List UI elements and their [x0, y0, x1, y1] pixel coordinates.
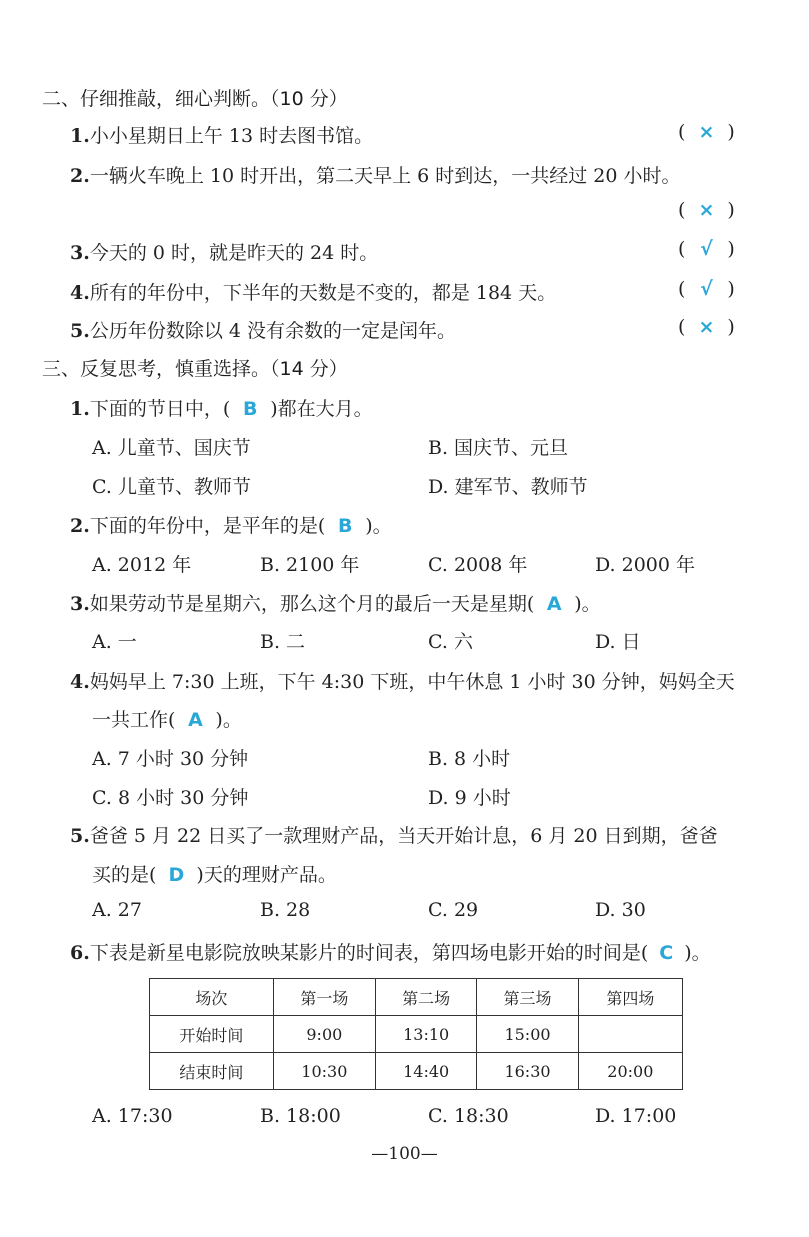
option-d: D. 2000 年 [595, 554, 696, 576]
option-c: C. 18:30 [428, 1105, 509, 1127]
option-a: A. 一 [92, 631, 137, 653]
option-c: C. 儿童节、教师节 [92, 476, 251, 498]
section-2-title: 二、仔细推敲，细心判断。（10 分） [42, 88, 348, 110]
choice-question-4-line2 [92, 705, 242, 732]
option-b: B. 8 小时 [428, 748, 511, 770]
question-number: 2. [70, 515, 90, 537]
question-text-post: )。 [215, 709, 242, 731]
option-b: B. 28 [260, 899, 311, 921]
choice-question-2 [70, 511, 392, 538]
item-number: 3. [70, 242, 90, 264]
judge-answer-2: × [698, 199, 715, 221]
option-c: C. 六 [428, 631, 473, 653]
question-text-pre: 如果劳动节是星期六，那么这个月的最后一天是星期( [89, 593, 535, 615]
answer-paren-3: ( √ ) [678, 238, 735, 260]
option-c: C. 2008 年 [428, 554, 528, 576]
question-text-line1: 爸爸 5 月 22 日买了一款理财产品，当天开始计息，6 月 20 日到期，爸爸 [89, 825, 718, 847]
table-cell: 结束时间 [150, 1053, 274, 1090]
answer-paren-2: ( × ) [678, 199, 735, 221]
choice-answer-6: C [659, 942, 674, 964]
table-cell [578, 1016, 682, 1053]
choice-question-4 [70, 667, 735, 694]
table-cell: 20:00 [578, 1053, 682, 1090]
question-number: 5. [70, 825, 90, 847]
table-cell: 15:00 [477, 1016, 578, 1053]
judge-item-5 [70, 316, 456, 343]
table-cell: 10:30 [273, 1053, 375, 1090]
question-text-pre: 下面的年份中，是平年的是( [89, 515, 326, 537]
header-cell: 第四场 [578, 979, 682, 1016]
table-cell: 开始时间 [150, 1016, 274, 1053]
item-text: 小小星期日上午 13 时去图书馆。 [89, 125, 374, 147]
table-cell: 16:30 [477, 1053, 578, 1090]
option-a: A. 2012 年 [92, 554, 192, 576]
item-text: 所有的年份中，下半年的天数是不变的，都是 184 天。 [89, 282, 557, 304]
table-row [150, 1053, 683, 1090]
choice-question-1 [70, 394, 373, 421]
header-cell: 第一场 [273, 979, 375, 1016]
table-cell: 9:00 [273, 1016, 375, 1053]
option-a: A. 27 [92, 899, 142, 921]
option-a: A. 儿童节、国庆节 [92, 437, 251, 459]
judge-answer-3: √ [700, 238, 713, 260]
option-d: D. 9 小时 [428, 787, 511, 809]
option-d: D. 日 [595, 631, 641, 653]
question-number: 4. [70, 671, 90, 693]
item-number: 2. [70, 165, 90, 187]
question-text-post: )都在大月。 [270, 398, 373, 420]
choice-answer-3: A [546, 593, 562, 615]
question-text-pre: 一共工作( [92, 709, 176, 731]
item-number: 5. [70, 320, 90, 342]
section-3-title: 三、反复思考，慎重选择。（14 分） [42, 358, 348, 380]
option-a: A. 7 小时 30 分钟 [92, 748, 249, 770]
choice-question-6 [70, 938, 711, 965]
question-text-post: )。 [684, 942, 711, 964]
choice-answer-2: B [338, 515, 353, 537]
judge-answer-1: × [698, 121, 715, 143]
option-d: D. 建军节、教师节 [428, 476, 588, 498]
item-text: 一辆火车晚上 10 时开出，第二天早上 6 时到达，一共经过 20 小时。 [89, 165, 681, 187]
header-cell: 场次 [150, 979, 274, 1016]
choice-answer-4: A [188, 709, 203, 731]
judge-item-1 [70, 121, 373, 148]
judge-item-4 [70, 278, 556, 305]
question-text-post: )。 [574, 593, 601, 615]
question-number: 6. [70, 942, 90, 964]
question-text-post: )天的理财产品。 [196, 864, 337, 886]
table-cell: 14:40 [376, 1053, 477, 1090]
option-b: B. 18:00 [260, 1105, 341, 1127]
option-d: D. 17:00 [595, 1105, 677, 1127]
header-cell: 第三场 [477, 979, 578, 1016]
option-d: D. 30 [595, 899, 646, 921]
page-number: —100— [371, 1144, 438, 1164]
item-text: 公历年份数除以 4 没有余数的一定是闰年。 [89, 320, 457, 342]
schedule-table [149, 978, 683, 1090]
option-c: C. 8 小时 30 分钟 [92, 787, 249, 809]
judge-answer-4: √ [700, 278, 713, 300]
option-b: B. 国庆节、元旦 [428, 437, 569, 459]
table-header-row [150, 979, 683, 1016]
question-text-post: )。 [365, 515, 392, 537]
question-text-line1: 妈妈早上 7:30 上班，下午 4:30 下班，中午休息 1 小时 30 分钟，妈妈全天 [89, 671, 735, 693]
option-c: C. 29 [428, 899, 479, 921]
choice-question-5 [70, 821, 718, 848]
answer-paren-1: ( × ) [678, 121, 735, 143]
option-b: B. 2100 年 [260, 554, 360, 576]
answer-paren-4: ( √ ) [678, 278, 735, 300]
choice-question-3 [70, 589, 601, 616]
choice-answer-1: B [243, 398, 258, 420]
table-row [150, 1016, 683, 1053]
option-b: B. 二 [260, 631, 306, 653]
choice-answer-5: D [168, 864, 185, 886]
option-a: A. 17:30 [92, 1105, 173, 1127]
judge-item-2 [70, 161, 681, 188]
item-text: 今天的 0 时，就是昨天的 24 时。 [89, 242, 379, 264]
question-text-pre: 下表是新星电影院放映某影片的时间表，第四场电影开始的时间是( [89, 942, 649, 964]
question-text-pre: 下面的节日中，( [89, 398, 231, 420]
judge-item-3 [70, 238, 378, 265]
item-number: 4. [70, 282, 90, 304]
header-cell: 第二场 [376, 979, 477, 1016]
question-text-pre: 买的是( [92, 864, 157, 886]
choice-question-5-line2 [92, 860, 337, 887]
question-number: 3. [70, 593, 90, 615]
answer-paren-5: ( × ) [678, 316, 735, 338]
question-number: 1. [70, 398, 90, 420]
judge-answer-5: × [698, 316, 715, 338]
table-cell: 13:10 [376, 1016, 477, 1053]
item-number: 1. [70, 125, 90, 147]
